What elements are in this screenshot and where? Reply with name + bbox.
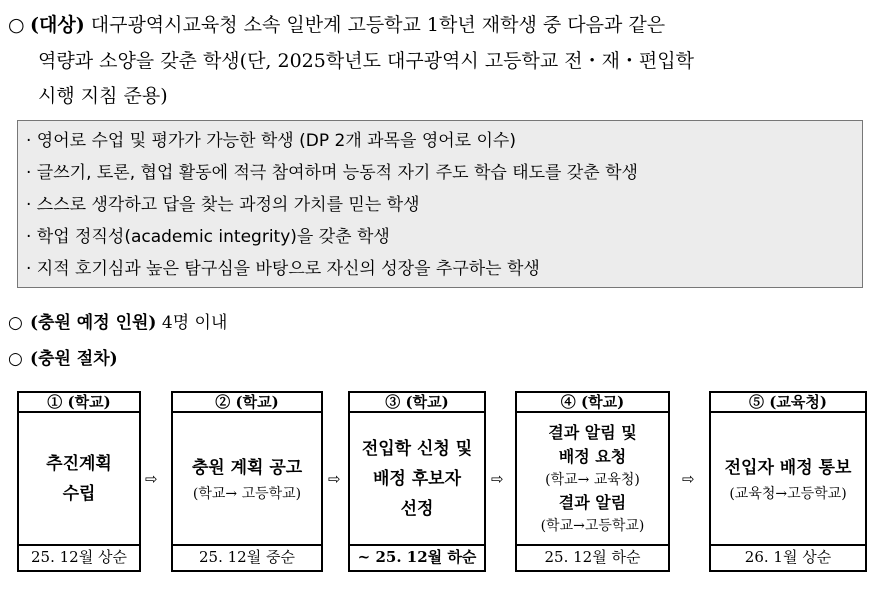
step-date: ~ 25. 12월 하순 (348, 546, 486, 572)
step-title: 선정 (400, 498, 434, 519)
criteria-item: · 글쓰기, 토론, 협업 활동에 적극 참여하며 능동적 자기 주도 학습 태도를 갖춘 학생 (26, 163, 638, 183)
circle-bullet-icon: ○ (8, 349, 23, 369)
step-header: ④ (학교) (515, 391, 670, 413)
criteria-item: · 스스로 생각하고 답을 찾는 과정의 가치를 믿는 학생 (26, 195, 420, 215)
criteria-item: · 영어로 수업 및 평가가 가능한 학생 (DP 2개 과목을 영어로 이수) (26, 131, 516, 151)
procedure-step-2 (171, 391, 323, 572)
step-date: 25. 12월 중순 (171, 546, 323, 572)
step-header: ① (학교) (17, 391, 141, 413)
target-line-2: 역량과 소양을 갖춘 학생(단, 2025학년도 대구광역시 고등학교 전・재・편입학 (38, 50, 694, 72)
right-arrow-icon: ⇨ (682, 470, 695, 488)
step-subtitle: (학교→ 교육청) (545, 471, 640, 488)
right-arrow-icon: ⇨ (328, 470, 341, 488)
step-header: ③ (학교) (348, 391, 486, 413)
step-subtitle: (학교→ 고등학교) (192, 485, 302, 502)
step-title: 배정 요청 (558, 446, 627, 466)
step-body (515, 413, 670, 546)
target-label: (대상) (30, 14, 85, 36)
step-body (171, 413, 323, 546)
quota-label: (충원 예정 인원) (30, 313, 157, 333)
criteria-box (17, 120, 863, 288)
right-arrow-icon: ⇨ (491, 470, 504, 488)
step-title: 배정 후보자 (372, 468, 462, 489)
procedure-heading (8, 347, 118, 371)
step-body (348, 413, 486, 546)
step-body (709, 413, 867, 546)
step-subtitle: (학교→고등학교) (540, 517, 645, 534)
procedure-step-5 (709, 391, 867, 572)
quota-value: 4명 이내 (161, 313, 228, 333)
step-title: 결과 알림 (558, 492, 627, 512)
step-date: 25. 12월 상순 (17, 546, 141, 572)
target-text-1: 대구광역시교육청 소속 일반계 고등학교 1학년 재학생 중 다음과 같은 (90, 14, 666, 36)
step-title: 충원 계획 공고 (191, 457, 303, 478)
criteria-item: · 학업 정직성(academic integrity)을 갖춘 학생 (26, 227, 390, 247)
criteria-item: · 지적 호기심과 높은 탐구심을 바탕으로 자신의 성장을 추구하는 학생 (26, 259, 540, 279)
step-body (17, 413, 141, 546)
step-title: 전입학 신청 및 (361, 438, 473, 459)
procedure-step-4 (515, 391, 670, 572)
step-header: ⑤ (교육청) (709, 391, 867, 413)
step-date: 25. 12월 하순 (515, 546, 670, 572)
step-title: 전입자 배정 통보 (724, 457, 852, 478)
circle-bullet-icon: ○ (8, 14, 25, 36)
quota-line (8, 311, 227, 335)
procedure-step-1 (17, 391, 141, 572)
right-arrow-icon: ⇨ (145, 470, 158, 488)
step-title: 추진계획 (46, 453, 112, 474)
step-title: 결과 알림 및 (548, 422, 637, 442)
step-title: 수립 (62, 483, 96, 504)
step-subtitle: (교육청→고등학교) (729, 485, 847, 502)
procedure-step-3 (348, 391, 486, 572)
target-line-3: 시행 지침 준용) (38, 85, 168, 107)
target-line-1 (8, 13, 665, 37)
step-date: 26. 1월 상순 (709, 546, 867, 572)
procedure-label: (충원 절차) (30, 349, 118, 369)
step-header: ② (학교) (171, 391, 323, 413)
circle-bullet-icon: ○ (8, 313, 23, 333)
